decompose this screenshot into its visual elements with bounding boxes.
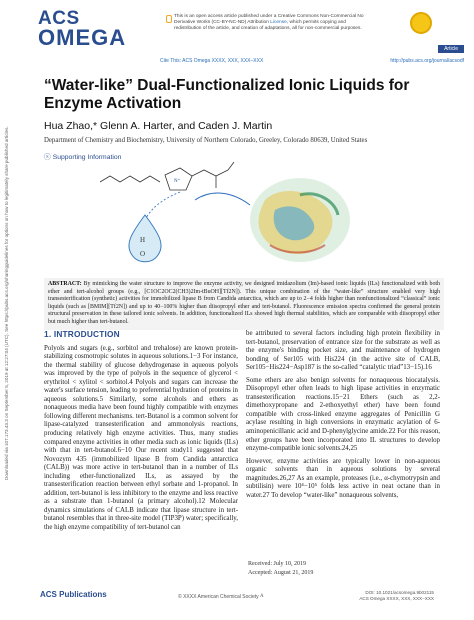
supporting-info-label: Supporting Information	[52, 154, 122, 161]
logo-bottom: OMEGA	[38, 25, 127, 50]
section-heading: 1. INTRODUCTION	[44, 329, 120, 339]
abstract-box	[44, 278, 444, 330]
oa-line-3: , which permits copying and	[286, 20, 346, 25]
lipase-protein-icon	[250, 178, 350, 262]
svg-text:O: O	[140, 250, 146, 258]
intro-paragraph-3: Some ethers are also benign solvents for nonaqueous biocatalysis. Diisopropyl ether often leads to high lipase activities in enzymatic transesterification reactions.15−21 Ethers (such as 2,2-dimethoxypropane and 2-ethoxyethyl ether) have been found compatible with cross-linked enzyme aggregates of Penicillin G acylase resulting in high conversions in enzymatic acylation of 6-aminopenicillanic acid and D-phenylglycine amide.22 For this reason, ether groups have been incorporated into IL structures to develop enzyme-compatible ionic solvents.24,25	[246, 376, 440, 453]
article-title: “Water-like” Dual-Functionalized Ionic Liquids for Enzyme Activation	[44, 77, 410, 112]
left-column	[44, 330, 238, 537]
acs-omega-logo	[38, 10, 126, 48]
author-list: Hua Zhao,* Glenn A. Harter, and Caden J. Martin	[44, 120, 273, 132]
toc-graphic	[100, 160, 380, 270]
editors-choice-badge-icon	[410, 12, 432, 34]
abstract-label: ABSTRACT:	[48, 281, 82, 287]
doi-block	[359, 590, 434, 602]
page-footer	[0, 588, 474, 620]
page-number: A	[260, 594, 264, 599]
journal-ref: ACS Omega XXXX, XXX, XXX−XXX	[359, 596, 434, 601]
doi-link[interactable]: DOI: 10.1021/acsomega.9b02115	[365, 590, 434, 595]
received-date: July 10, 2019	[273, 561, 307, 567]
cite-this[interactable]: Cite This: ACS Omega XXXX, XXX, XXX–XXX	[160, 58, 264, 64]
accepted-label: Accepted:	[248, 570, 273, 576]
copyright: © XXXX American Chemical Society	[178, 594, 259, 600]
curved-arrow	[195, 193, 250, 205]
logo-top: ACS	[38, 8, 80, 29]
license-link[interactable]: License	[270, 20, 287, 25]
imidazolium-label: N⁺	[174, 179, 181, 184]
oa-line-1: This is an open access article published under a Creative Commons Non-Commercial No	[174, 14, 364, 19]
oa-line-4: redistribution of the article, and creation of adaptations, all for non-commercial purposes.	[174, 26, 362, 31]
info-icon: ⓢ	[44, 154, 53, 161]
affiliation: Department of Chemistry and Biochemistry, University of Northern Colorado, Greeley, Colorado 80639, United States	[44, 137, 368, 144]
intro-paragraph-4: However, enzyme activities are typically lower in non-aqueous organic solvents than in aqueous solutions by several magnitudes.26,27 As an example, proteases (i.e., α-chymotrypsin and subtilisin) were 10⁴−10⁵ folds less active in neat octane than in water.27 To develop “water-like” nonaqueous solvents,	[246, 457, 440, 499]
open-access-notice	[174, 14, 424, 32]
dashed-arrow	[145, 192, 180, 220]
oa-line-2: Derivative Works (CC-BY-NC-ND) Attribution	[174, 20, 271, 25]
acs-publications-logo: ACS Publications	[40, 590, 107, 599]
right-column	[246, 330, 440, 504]
abstract-text: By mimicking the water structure to improve the enzyme activity, we designed imidazolium (Im)-based ionic liquids (ILs) functionalized with both ether and tert-alcohol groups (e.g., [C1OC2OC2(CH3)2Im-tBuOH][Tf2N]). This unique combination of the “water-like” structure enabled very high transesterification (synthetic) activities for immobilized lipase B from Candida antarctica, which are up to 2−4 folds higher than nonfunctionalized “classical” ionic liquids (such as [BMIM][Tf2N]) and up to 40−100% higher than diisopropyl ether and tert-butanol. Fluorescence emission spectra confirmed the general protein structural preservation in these tailored ionic solvents. In addition, functionalized ILs showed high thermal stabilities, which are comparable with diisopropyl ether but much higher than tert-butanol.	[48, 281, 440, 325]
publication-dates	[248, 560, 313, 578]
intro-paragraph-1: Polyols and sugars (e.g., sorbitol and trehalose) are known protein-stabilizing cosmotropic solutes in aqueous solutions.1−3 For instance, the thermal stability of glucose dehydrogenase in aqueous polyols was improved by the type of polyols in the sequence of glycerol < erythritol < xylitol < sorbitol.4 Polyols and sugars can increase the water's surface tension, leading to preferential hydration of proteins in aqueous solutions.5 Similarly, some alcohols and ethers as nonaqueous media have been found highly compatible with enzymes following different mechanisms. tert-Butanol is a common solvent for lipase-catalyzed transesterification and ammonolysis reactions, producing relatively high enzyme activities. Thus, many studies compared enzyme activities in other media such as ionic liquids (ILs) with that in tert-butanol.6−10 Our recent study11 suggested that Novozym 435 (immobilized lipase B from Candida antarctica (CALB)) was more active in tert-butanol than in a number of ILs including ether-functionalized ILs, as assayed by the transesterification reaction between ethyl sorbate and 1-propanol. In addition, tert-butanol is less inhibitory to the enzyme and less reactive as a substrate than 1-butanol (a primary alcohol).12 Molecular dynamics simulations of CALB indicate that lipase structure in tert-butanol resembles that in three-site model (TIP3P) water; specifically, the high enzyme compatibility of tert-butanol can	[44, 344, 238, 532]
svg-text:H: H	[140, 236, 146, 244]
journal-header	[38, 10, 438, 54]
journal-url[interactable]: http://pubs.acs.org/journal/acsodf	[390, 58, 464, 64]
download-notice: Downloaded via 107.173.43.3 on September 5, 2019 at 12:27:04 (UTC). See https://pubs.acs.org/sharingguidelines for options on how to legitimately share published articles.	[4, 126, 9, 480]
intro-paragraph-2: be attributed to several factors including high protein flexibility in tert-butanol, preservation of entrance size for the substrate as well as the enzyme's binding pocket size, and maintenance of hydrogen bonding of Ser105 with His224 (in the active site of CALB, Ser105−His224−Asp187 is the so-called “catalytic triad”13−15).16	[246, 330, 440, 372]
accepted-date: August 21, 2019	[273, 570, 314, 576]
ionic-liquid-structure	[100, 162, 234, 190]
download-sidebar	[4, 126, 26, 480]
received-label: Received:	[248, 561, 272, 567]
article-type-tag: Article	[438, 45, 464, 53]
open-access-icon	[166, 15, 172, 23]
